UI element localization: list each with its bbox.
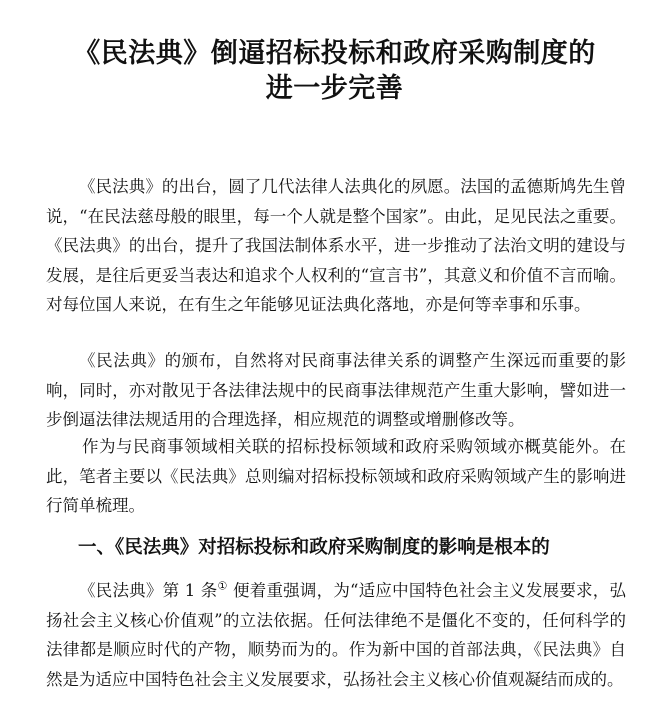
- paragraph-scope: 作为与民商事领域相关联的招标投标领域和政府采购领域亦概莫能外。在此，笔者主要以《民法典》总则编对招标投标领域和政府采购领域产生的影响进行简单梳理。: [46, 437, 626, 516]
- page-title-line-1: 《民法典》倒逼招标投标和政府采购制度的: [73, 38, 596, 69]
- footnote-marker[interactable]: ①: [217, 579, 228, 593]
- paragraph-article-1-lead: 《民法典》第 1 条: [79, 581, 218, 600]
- paragraph-promulgation: 《民法典》的颁布，自然将对民商事法律关系的调整产生深远而重要的影响，同时，亦对散见于各法律法规中的民商事法律规范产生重大影响，譬如进一步倒逼法律法规适用的合理选择，相应规范的调整或增删修改等。: [46, 351, 626, 430]
- page-title-line-2: 进一步完善: [265, 73, 404, 104]
- paragraph-article-1-body: 便着重强调，为“适应中国特色社会主义发展要求，弘扬社会主义核心价值观”的立法依据。任何法律绝不是僵化不变的，任何科学的法律都是顺应时代的产物，顺势而为的。作为新中国的首部法典，《民法典》自然是为适应中国特色社会主义发展要求，弘扬社会主义核心价值观凝结而成的。: [46, 581, 626, 689]
- section-heading: 一、《民法典》对招标投标和政府采购制度的影响是根本的: [78, 537, 550, 558]
- paragraph-article-1: [46, 576, 626, 694]
- paragraph-intro: 《民法典》的出台，圆了几代法律人法典化的夙愿。法国的孟德斯鸠先生曾说，“在民法慈母般的眼里，每一个人就是整个国家”。由此，足见民法之重要。《民法典》的出台，提升了我国法制体系水平，进一步推动了法治文明的建设与发展，是往后更妥当表达和追求个人权利的“宣言书”，其意义和价值不言而喻。对每位国人来说，在有生之年能够见证法典化落地，亦是何等幸事和乐事。: [46, 177, 626, 315]
